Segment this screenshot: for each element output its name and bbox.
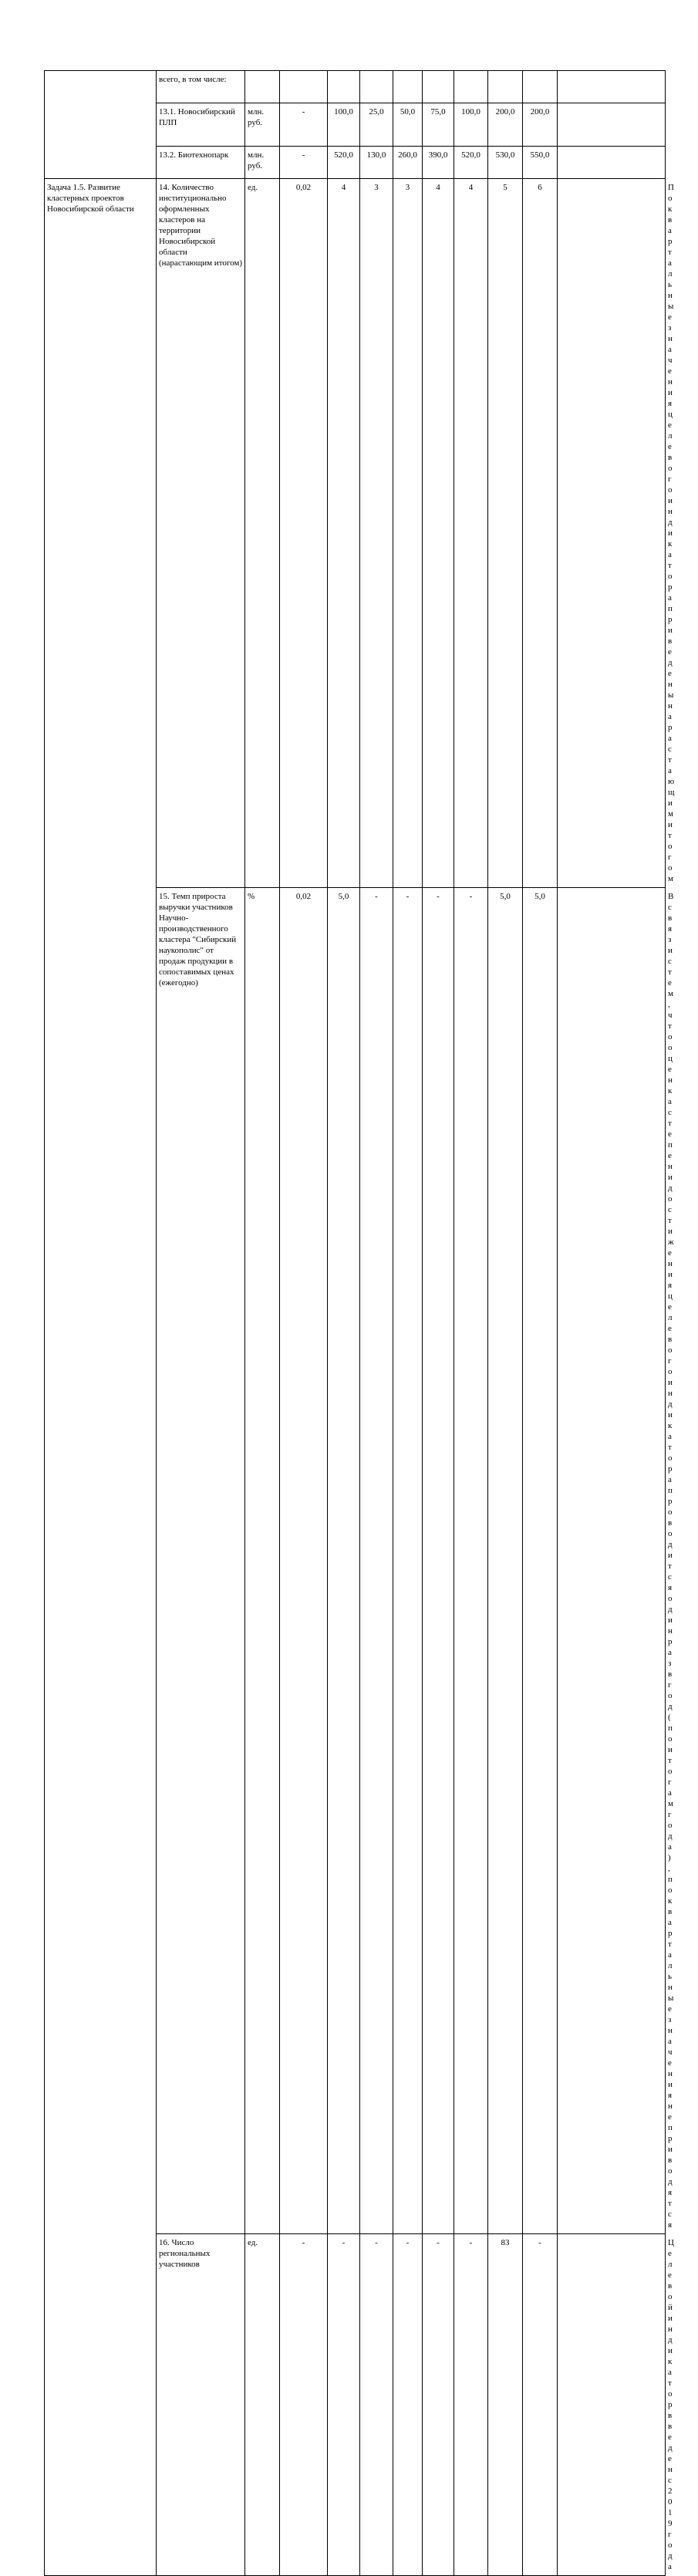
value-cell: 3 (360, 179, 393, 888)
value-cell: 520,0 (454, 147, 488, 179)
task-cell: Задача 1.5. Развитие кластерных проектов Новосибирской области (45, 179, 157, 2576)
indicator-cell: всего, в том числе: (157, 71, 245, 103)
value-cell: 5,0 (488, 888, 523, 2234)
value-cell: - (423, 888, 454, 2234)
value-cell: 4 (423, 179, 454, 888)
value-cell: - (280, 103, 328, 147)
value-cell: 100,0 (454, 103, 488, 147)
value-cell: 100,0 (328, 103, 360, 147)
value-cell: - (360, 888, 393, 2234)
value-cell (558, 103, 666, 147)
indicator-cell: 13.1. Новосибирский ПЛП (157, 103, 245, 147)
value-cell: 200,0 (523, 103, 558, 147)
value-cell (360, 71, 393, 103)
value-cell: 5,0 (523, 888, 558, 2234)
value-cell (558, 888, 666, 2234)
value-cell: 260,0 (393, 147, 423, 179)
value-cell: 530,0 (488, 147, 523, 179)
indicator-cell: 15. Темп прироста выручки участников Научно-производственного кластера "Сибирский наукополис" от продаж продукции в сопоставимых ценах (ежегодно) (157, 888, 245, 2234)
indicator-cell: 14. Количество институционально оформленных кластеров на территории Новосибирской области (нарастающим итогом) (157, 179, 245, 888)
value-cell (328, 71, 360, 103)
value-cell: - (454, 2234, 488, 2576)
unit-cell: млн. руб. (245, 147, 280, 179)
value-cell: 130,0 (360, 147, 393, 179)
value-cell: 520,0 (328, 147, 360, 179)
value-cell (558, 147, 666, 179)
value-cell: - (523, 2234, 558, 2576)
task-cell (45, 71, 157, 179)
value-cell (558, 71, 666, 103)
indicator-cell: 13.2. Биотехнопарк (157, 147, 245, 179)
indicators-table (44, 70, 675, 2576)
value-cell (423, 71, 454, 103)
value-cell (558, 179, 666, 888)
table-row (45, 71, 666, 103)
value-cell: 25,0 (360, 103, 393, 147)
value-cell (280, 71, 328, 103)
unit-cell: ед. (245, 2234, 280, 2576)
value-cell (393, 71, 423, 103)
value-cell: 390,0 (423, 147, 454, 179)
value-cell: - (454, 888, 488, 2234)
value-cell: - (328, 2234, 360, 2576)
value-cell: 0,02 (280, 179, 328, 888)
unit-cell: млн. руб. (245, 103, 280, 147)
table-row: Задача 1.5. Развитие кластерных проектов Новосибирской области 14. Количество институционально оформленных кластеров на территории Новосибирской области (нарастающим итогом) ед. 0,02 4 3 3 4 4 5 6 Поквартальные значения целевого индикатора приведены нарастающим итогом (45, 179, 666, 888)
value-cell: 6 (523, 179, 558, 888)
value-cell: - (280, 147, 328, 179)
value-cell (523, 71, 558, 103)
value-cell: 0,02 (280, 888, 328, 2234)
unit-cell: % (245, 888, 280, 2234)
value-cell: - (393, 888, 423, 2234)
value-cell: - (280, 2234, 328, 2576)
value-cell (488, 71, 523, 103)
unit-cell (245, 71, 280, 103)
value-cell: 4 (328, 179, 360, 888)
value-cell: 4 (454, 179, 488, 888)
value-cell: 5,0 (328, 888, 360, 2234)
value-cell: 550,0 (523, 147, 558, 179)
value-cell: - (393, 2234, 423, 2576)
value-cell (454, 71, 488, 103)
value-cell: 83 (488, 2234, 523, 2576)
table-row: 15. Темп прироста выручки участников Научно-производственного кластера "Сибирский наукополис" от продаж продукции в сопоставимых ценах (ежегодно) % 0,02 5,0 - - - - 5,0 5,0 В связи с тем, что оценка степени достижения целевого индикатора проводится один раз в год (по итогам года), поквартальные значения не приводятся (45, 888, 666, 2234)
value-cell: - (360, 2234, 393, 2576)
value-cell: 3 (393, 179, 423, 888)
indicator-cell: 16. Число региональных участников (157, 2234, 245, 2576)
value-cell: 200,0 (488, 103, 523, 147)
value-cell: 75,0 (423, 103, 454, 147)
value-cell: 50,0 (393, 103, 423, 147)
value-cell (558, 2234, 666, 2576)
value-cell: 5 (488, 179, 523, 888)
unit-cell: ед. (245, 179, 280, 888)
value-cell: - (423, 2234, 454, 2576)
table-row: 16. Число региональных участников ед. - - - - - - 83 - Целевой индикатор введен с 2019 года (45, 2234, 666, 2576)
